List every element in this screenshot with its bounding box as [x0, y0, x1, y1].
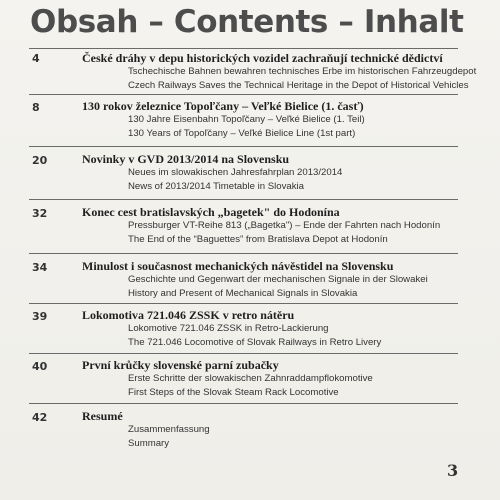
entry-page-number: 4	[32, 52, 40, 65]
entry-title-czech: Konec cest bratislavských „bagetek" do Hodonína	[82, 205, 340, 219]
entry-title-english: History and Present of Mechanical Signals in Slovakia	[128, 288, 358, 299]
divider	[29, 94, 458, 95]
entry-title-german: 130 Jahre Eisenbahn Topoľčany – Veľké Bielice (1. Teil)	[128, 114, 365, 125]
divider	[29, 303, 458, 304]
entry-title-czech: Lokomotiva 721.046 ZSSK v retro nátěru	[82, 308, 295, 322]
entry-title-german: Zusammenfassung	[128, 424, 210, 435]
entry-title-english: The End of the “Baguettes” from Bratislava Depot at Hodonín	[128, 234, 388, 245]
divider	[29, 146, 458, 147]
divider	[29, 353, 458, 354]
entry-page-number: 42	[32, 411, 48, 424]
entry-page-number: 20	[32, 154, 48, 167]
entry-page-number: 40	[32, 360, 48, 373]
entry-title-german: Lokomotive 721.046 ZSSK in Retro-Lackierung	[128, 323, 329, 334]
entry-title-german: Tschechische Bahnen bewahren technisches Erbe im historischen Fahrzeugdepot	[128, 66, 477, 77]
entry-page-number: 34	[32, 261, 48, 274]
entry-title-czech: České dráhy v depu historických vozidel zachraňují technické dědictví	[82, 51, 443, 65]
entry-title-english: Summary	[128, 438, 170, 449]
entry-title-german: Neues im slowakischen Jahresfahrplan 2013/2014	[128, 167, 343, 178]
entry-title-czech: Novinky v GVD 2013/2014 na Slovensku	[82, 152, 290, 166]
entry-title-english: Czech Railways Saves the Technical Heritage in the Depot of Historical Vehicles	[128, 80, 469, 91]
page-title: Obsah – Contents – Inhalt	[30, 4, 464, 40]
entry-title-german: Erste Schritte der slowakischen Zahnraddampflokomotive	[128, 373, 373, 384]
entry-title-english: News of 2013/2014 Timetable in Slovakia	[128, 181, 304, 192]
entry-page-number: 8	[32, 101, 40, 114]
entry-title-english: 130 Years of Topoľčany – Veľké Bielice Line (1st part)	[128, 128, 356, 139]
entry-page-number: 39	[32, 310, 48, 323]
entry-title-german: Geschichte und Gegenwart der mechanischen Signale in der Slowakei	[128, 274, 428, 285]
entry-title-czech: Resumé	[82, 409, 123, 423]
page-number: 3	[447, 461, 459, 480]
entry-title-czech: Minulost i současnost mechanických návěstidel na Slovensku	[82, 259, 394, 273]
divider	[29, 48, 458, 49]
divider	[29, 199, 458, 200]
entry-title-english: The 721.046 Locomotive of Slovak Railways in Retro Livery	[128, 337, 382, 348]
divider	[29, 253, 458, 254]
divider	[29, 403, 458, 404]
entry-title-czech: 130 rokov železnice Topoľčany – Veľké Bielice (1. časť)	[82, 99, 364, 113]
entry-title-czech: První krůčky slovenské parní zubačky	[82, 358, 279, 372]
entry-title-english: First Steps of the Slovak Steam Rack Locomotive	[128, 387, 339, 398]
entry-title-german: Pressburger VT-Reihe 813 („Bagetka") – Ende der Fahrten nach Hodonín	[128, 220, 441, 231]
entry-page-number: 32	[32, 207, 48, 220]
